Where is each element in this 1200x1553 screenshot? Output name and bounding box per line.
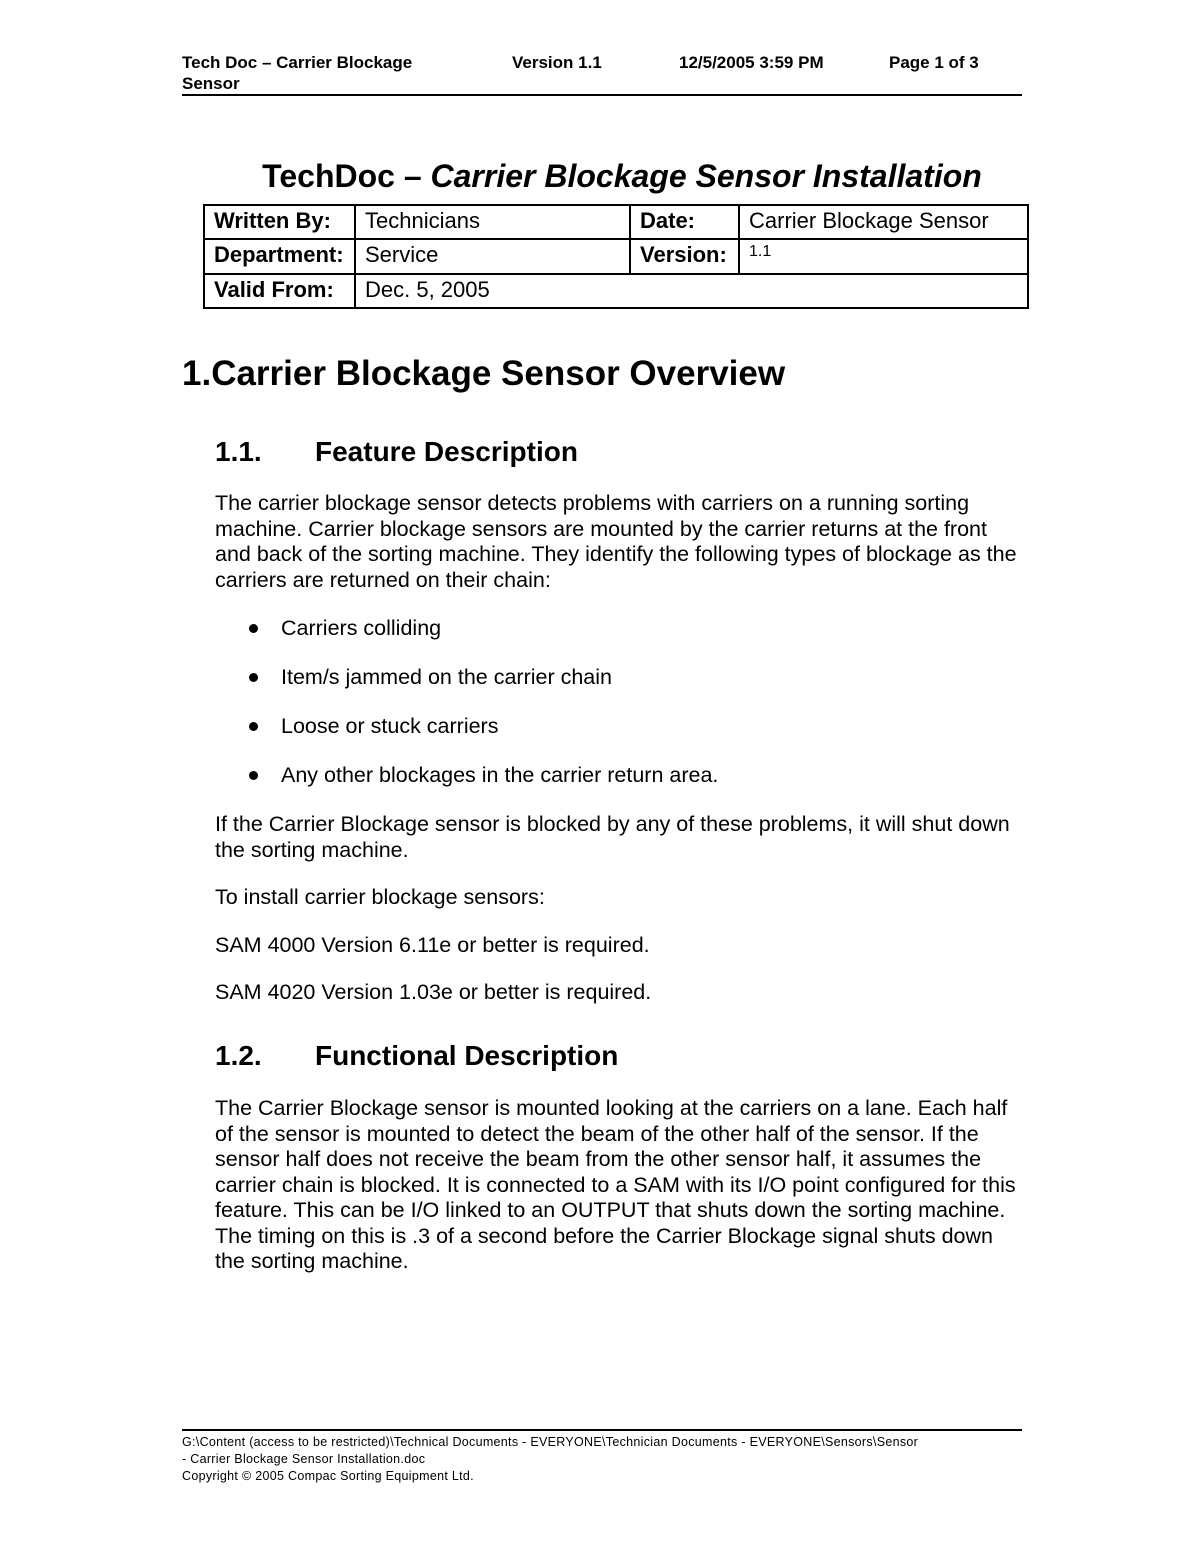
requirement-sam4020: SAM 4020 Version 1.03e or better is required. — [215, 980, 652, 1004]
document-title — [182, 157, 1062, 195]
valid-from-value: Dec. 5, 2005 — [355, 274, 1028, 308]
footer-rule — [182, 1429, 1022, 1431]
section-heading-overview: 1.Carrier Blockage Sensor Overview — [182, 354, 786, 393]
bullet-icon — [249, 673, 258, 682]
functional-description-body: The Carrier Blockage sensor is mounted looking at the carriers on a lane. Each half of the sensor is mounted to detect the beam of the other half of the sensor. If the sensor half does not receive the beam from the other sensor half, it assumes the carrier chain is blocked. It is connected to a SAM with its I/O point configured for this feature. This can be I/O linked to an OUTPUT that shuts down the sorting machine. The timing on this is .3 of a second before the Carrier Blockage signal shuts down the sorting machine. — [215, 1096, 1016, 1273]
document-title-prefix: TechDoc – — [262, 158, 431, 194]
list-item-text: Loose or stuck carriers — [281, 714, 499, 738]
feature-description-intro: The carrier blockage sensor detects problems with carriers on a running sorting machine. Carrier blockage sensors are mounted by the carrier returns at the front and back of the sorting machine. They identify the following types of blockage as the carriers are returned on their chain: — [215, 491, 1017, 592]
department-label: Department: — [204, 239, 355, 274]
date-value: Carrier Blockage Sensor — [739, 205, 1028, 239]
header-version: Version 1.1 — [512, 53, 602, 72]
subsection-number: 1.1. — [215, 436, 262, 467]
written-by-label: Written By: — [204, 205, 355, 239]
header-doc-title-line2: Sensor — [182, 74, 240, 93]
info-row-department — [204, 239, 1028, 274]
header-doc-title-line1: Tech Doc – Carrier Blockage — [182, 53, 413, 72]
written-by-value: Technicians — [355, 205, 630, 239]
list-item-text: Carriers colliding — [281, 616, 442, 640]
bullet-icon — [249, 722, 258, 731]
footer-path-line2: - Carrier Blockage Sensor Installation.doc — [182, 1452, 426, 1466]
department-value: Service — [355, 239, 630, 274]
document-info-table — [203, 204, 1029, 309]
requirement-sam4000: SAM 4000 Version 6.11e or better is required. — [215, 933, 650, 957]
valid-from-label: Valid From: — [204, 274, 355, 308]
version-value: 1.1 — [739, 239, 1028, 274]
list-item — [215, 614, 995, 663]
info-row-written-by — [204, 205, 1028, 239]
version-label: Version: — [630, 239, 739, 274]
list-item — [215, 712, 995, 761]
header-rule — [182, 94, 1022, 96]
list-item-text: Item/s jammed on the carrier chain — [281, 665, 612, 689]
footer-path-line1: G:\Content (access to be restricted)\Technical Documents - EVERYONE\Technician Documents - EVERYONE\Sensors\Sensor — [182, 1435, 919, 1449]
subsection-title: Feature Description — [315, 436, 578, 467]
list-item — [215, 663, 995, 712]
date-label: Date: — [630, 205, 739, 239]
subsection-number: 1.2. — [215, 1040, 262, 1071]
bullet-icon — [249, 624, 258, 633]
info-row-valid-from — [204, 274, 1028, 308]
document-title-italic: Carrier Blockage Sensor Installation — [430, 158, 982, 194]
header-page-number: Page 1 of 3 — [889, 53, 979, 72]
bullet-icon — [249, 771, 258, 780]
header-doc-title — [182, 52, 412, 94]
blockage-types-list — [215, 614, 995, 810]
header-datetime: 12/5/2005 3:59 PM — [679, 53, 824, 72]
subsection-title: Functional Description — [315, 1040, 619, 1071]
footer — [182, 1434, 1022, 1485]
list-item — [215, 761, 995, 810]
install-paragraph: To install carrier blockage sensors: — [215, 885, 545, 909]
list-item-text: Any other blockages in the carrier return area. — [281, 763, 719, 787]
shutdown-paragraph: If the Carrier Blockage sensor is blocked by any of these problems, it will shut down the sorting machine. — [215, 812, 1010, 862]
footer-copyright: Copyright © 2005 Compac Sorting Equipment Ltd. — [182, 1469, 474, 1483]
